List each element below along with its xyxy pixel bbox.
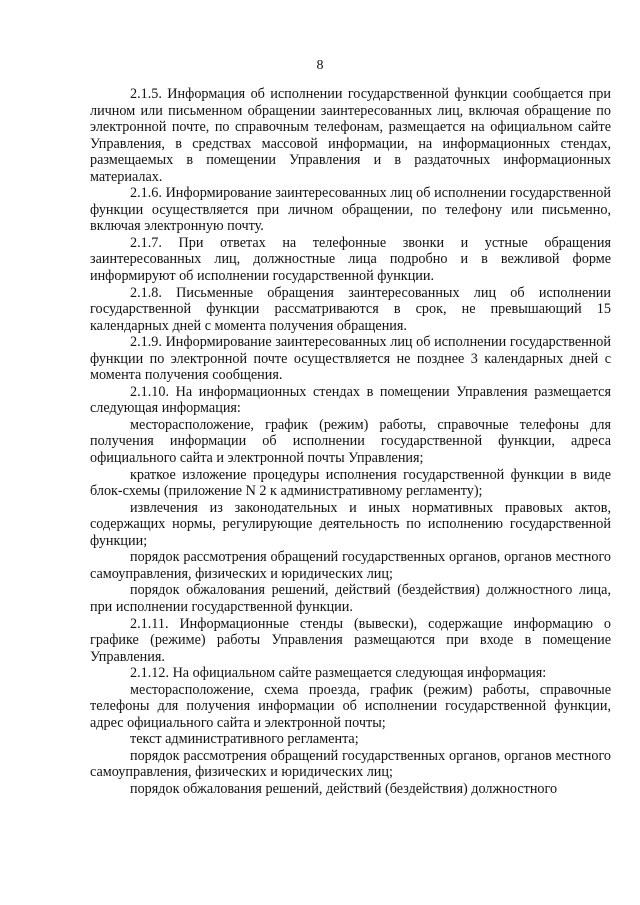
paragraph-2-1-12: 2.1.12. На официальном сайте размещается следующая информация: — [130, 665, 547, 682]
paragraph-2-1-7: 2.1.7. При ответах на телефонные звонки и устные обращения заинтересованных лиц, должностные лица подробно и в вежливой форме информируют об исполнении государственной функции. — [90, 234, 611, 285]
list-item: порядок рассмотрения обращений государственных органов, органов местного самоуправления, физических и юридических лиц; — [90, 747, 611, 781]
list-item: месторасположение, схема проезда, график (режим) работы, справочные телефоны для получения информации об исполнении государственной функции, адрес официального сайта и электронной почты; — [90, 681, 611, 731]
list-item: порядок обжалования решений, действий (бездействия) должностного лица, при исполнении государственной функции. — [90, 582, 611, 615]
paragraph-2-1-5: 2.1.5. Информация об исполнении государственной функции сообщается при личном или письменном обращении заинтересованных лиц, включая обращение по электронной почте, по справочным телефонам, размещается на официальном сайте Управления, в средствах массовой информации, на информационных стендах, размещаемых в помещении Управления и в раздаточных информационных материалах. — [90, 86, 611, 185]
paragraph-2-1-11: 2.1.11. Информационные стенды (вывески), содержащие информацию о графике (режиме) работы Управления размещаются при входе в помещение Управления. — [90, 615, 611, 665]
paragraph-2-1-8: 2.1.8. Письменные обращения заинтересованных лиц об исполнении государственной функции рассматриваются в срок, не превышающий 15 календарных дней с момента получения обращения. — [90, 284, 611, 334]
document-body — [90, 86, 611, 798]
list-item: порядок обжалования решений, действий (бездействия) должностного — [130, 780, 558, 797]
paragraph-2-1-9: 2.1.9. Информирование заинтересованных лиц об исполнении государственной функции по электронной почте осуществляется не позднее 3 календарных дней с момента получения сообщения. — [90, 334, 611, 384]
paragraph-2-1-6: 2.1.6. Информирование заинтересованных лиц об исполнении государственной функции осуществляется при личном обращении, по телефону или письменно, включая электронную почту. — [90, 185, 611, 235]
list-item: текст административного регламента; — [130, 731, 359, 748]
paragraph-2-1-10: 2.1.10. На информационных стендах в помещении Управления размещается следующая информация: — [90, 383, 611, 417]
list-item: порядок рассмотрения обращений государственных органов, органов местного самоуправления, физических и юридических лиц; — [90, 549, 611, 582]
list-item: месторасположение, график (режим) работы, справочные телефоны для получения информации об исполнении государственной функции, адреса официального сайта и электронной почты Управления; — [90, 416, 611, 467]
list-item: извлечения из законодательных и иных нормативных правовых актов, содержащих нормы, регулирующие деятельность по исполнению государственной функции; — [90, 499, 611, 549]
list-item: краткое изложение процедуры исполнения государственной функции в виде блок-схемы (приложение N 2 к административному регламенту); — [90, 466, 611, 500]
page-number: 8 — [316, 58, 324, 73]
